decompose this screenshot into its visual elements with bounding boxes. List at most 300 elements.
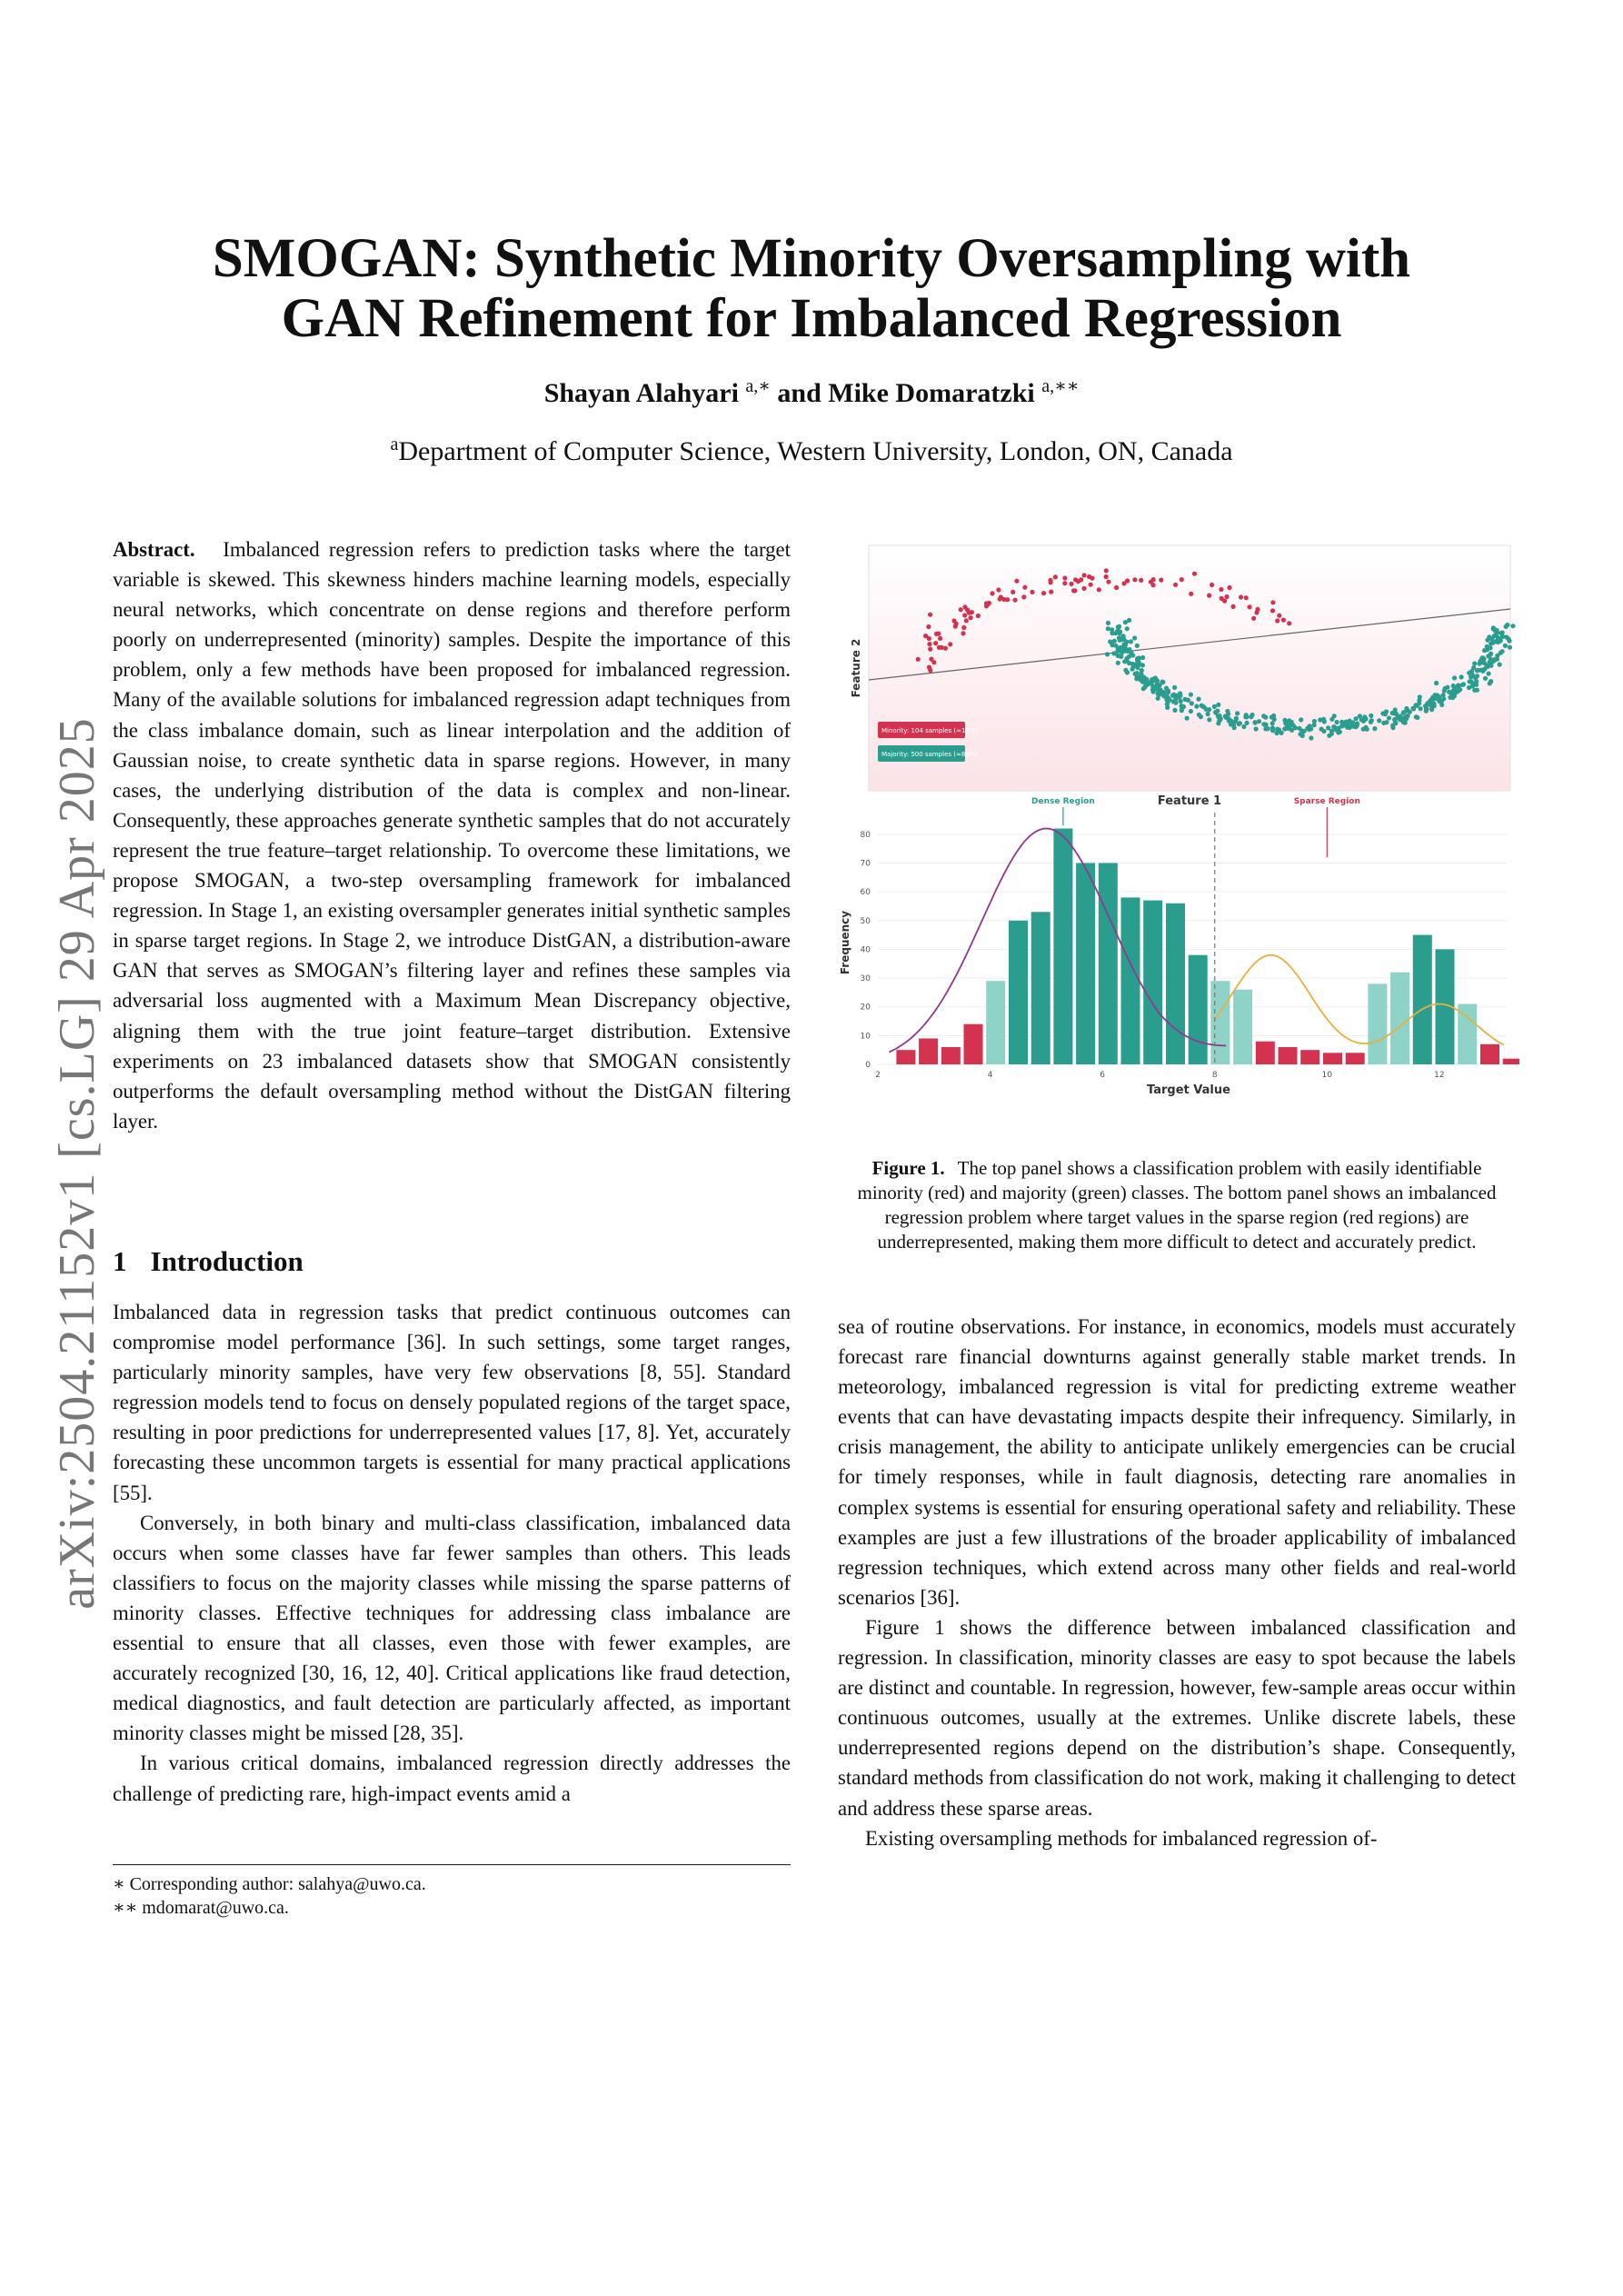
minority-point [938, 636, 942, 641]
minority-point [928, 647, 932, 652]
majority-point [1207, 717, 1211, 722]
majority-point [1459, 674, 1464, 679]
histogram-bar [964, 1024, 983, 1064]
histogram-bar [1143, 901, 1162, 1064]
footnote-rule [113, 1864, 791, 1865]
minority-point [1049, 590, 1053, 594]
abstract-paragraph [113, 534, 791, 1136]
majority-point [1219, 716, 1223, 721]
majority-point [1140, 663, 1145, 667]
majority-point [1106, 621, 1110, 625]
majority-point [1172, 685, 1177, 690]
dense-region-label: Dense Region [1031, 797, 1095, 806]
minority-point [962, 604, 967, 609]
minority-point [962, 613, 967, 617]
majority-point [1116, 661, 1120, 665]
majority-point [1475, 688, 1479, 693]
majority-point [1132, 635, 1137, 640]
minority-point [951, 618, 956, 623]
minority-point [1220, 596, 1224, 601]
minority-point [990, 591, 994, 595]
majority-point [1443, 686, 1448, 691]
minority-point [1104, 574, 1109, 579]
minority-point [1287, 621, 1291, 625]
majority-point [1312, 719, 1317, 724]
section-title: Introduction [150, 1245, 304, 1277]
majority-point [1105, 652, 1110, 656]
title-line-1: SMOGAN: Synthetic Minority Oversampling with [212, 228, 1411, 289]
minority-point [1281, 618, 1286, 623]
majority-point [1372, 726, 1377, 731]
minority-point [1097, 587, 1101, 592]
introduction-section [113, 1245, 791, 1278]
abstract-block [113, 534, 791, 1136]
minority-point [916, 657, 921, 662]
majority-point [1480, 669, 1485, 674]
intro-paragraph-2: Conversely, in both binary and multi-class classification, imbalanced data occurs when some classes have far fewer samples than others. This leads classifiers to focus on the majority classes while missing the sparse patterns of minority classes. Effective techniques for addressing class imbalance are essential to ensure that all classes, even those with fewer examples, are accurately recognized [30, 16, 12, 40]. Critical applications like fraud detection, medical diagnostics, and fault detection are particularly affected, as important minority classes might be missed [28, 35]. [113, 1511, 791, 1745]
minority-point [943, 646, 948, 651]
majority-point [1485, 647, 1489, 652]
majority-point [1136, 660, 1140, 664]
x-tick-label: 8 [1211, 1071, 1218, 1080]
majority-point [1171, 693, 1176, 697]
y-tick-label: 70 [860, 859, 871, 869]
majority-point [1361, 719, 1366, 724]
majority-point [1241, 724, 1246, 729]
majority-point [1495, 657, 1499, 662]
minority-point [1244, 595, 1249, 600]
majority-point [1113, 631, 1118, 635]
right-paragraph-3: Existing oversampling methods for imbalanced regression of- [865, 1826, 1378, 1850]
arxiv-sidebar [36, 673, 118, 1654]
majority-point [1414, 714, 1419, 719]
minority-point [940, 645, 944, 650]
histogram-bar [1346, 1053, 1365, 1064]
minority-point [1005, 597, 1010, 602]
minority-point [1104, 568, 1109, 573]
majority-point [1350, 720, 1355, 724]
minority-point [1062, 575, 1067, 580]
majority-point [1329, 729, 1334, 734]
minority-point [1207, 594, 1211, 598]
top-panel [850, 545, 1516, 808]
majority-point [1261, 714, 1266, 718]
majority-point [1173, 696, 1178, 701]
section-number: 1 [113, 1245, 127, 1277]
majority-point [1108, 639, 1112, 644]
minority-point [1173, 583, 1178, 587]
minority-point [1149, 580, 1153, 584]
majority-point [1117, 624, 1121, 629]
y-tick-label: 20 [860, 1003, 871, 1013]
sparse-region-label: Sparse Region [1293, 797, 1360, 806]
minority-point [1062, 581, 1067, 585]
minority-point [1255, 607, 1260, 612]
minority-point [926, 624, 931, 629]
majority-point [1510, 624, 1515, 628]
majority-point [1180, 704, 1184, 708]
minority-point [1159, 578, 1163, 583]
histogram-bar [919, 1039, 938, 1065]
majority-point [1487, 672, 1491, 676]
minority-point [1270, 600, 1275, 604]
majority-point [1189, 709, 1193, 714]
majority-point [1483, 676, 1488, 681]
minority-point [1073, 577, 1078, 582]
majority-point [1178, 691, 1182, 695]
minority-point [1022, 585, 1027, 590]
majority-point [1390, 711, 1395, 715]
majority-point [1424, 706, 1429, 711]
majority-point [1130, 667, 1135, 672]
histogram-bar [1300, 1050, 1319, 1064]
minority-point [1053, 574, 1058, 579]
majority-point [1473, 675, 1478, 680]
majority-point [1130, 662, 1135, 666]
majority-point [1482, 661, 1487, 665]
majority-point [1199, 714, 1203, 719]
minority-point [1139, 578, 1143, 583]
majority-point [1503, 644, 1508, 648]
x-tick-label: 12 [1434, 1071, 1445, 1080]
intro-paragraph-1: Imbalanced data in regression tasks that predict continuous outcomes can compromise model performance [36]. In such settings, some target ranges, particularly minority samples, have very few observations [8, 55]. Standard regression models tend to focus on densely populated regions of the target space, resulting in poor predictions for underrepresented values [17, 8]. Yet, accurately forecasting these uncommon targets is essential for many practical applications [55]. [113, 1301, 791, 1504]
majority-point [1112, 639, 1117, 644]
majority-point [1297, 726, 1301, 731]
majority-point [1123, 620, 1128, 624]
histogram-bar [1210, 981, 1230, 1064]
minority-point [1121, 581, 1126, 585]
majority-point [1428, 701, 1432, 705]
minority-point [1081, 586, 1086, 591]
y-tick-label: 10 [860, 1032, 871, 1042]
majority-point [1454, 690, 1459, 694]
x-tick-label: 10 [1321, 1071, 1333, 1080]
histogram-bar [1256, 1042, 1275, 1064]
title-line-2: GAN Refinement for Imbalanced Regression [281, 288, 1342, 349]
figure-1 [834, 538, 1519, 1102]
y-tick-label: 40 [860, 945, 871, 955]
majority-point [1309, 726, 1313, 731]
minority-point [1021, 594, 1026, 599]
majority-point [1405, 708, 1409, 713]
histogram-bar [1413, 935, 1432, 1064]
majority-point [1196, 697, 1200, 702]
histogram-bar [1166, 903, 1185, 1064]
majority-point [1244, 713, 1249, 717]
majority-point [1245, 721, 1250, 725]
minority-point [1106, 580, 1110, 584]
minority-point [1048, 578, 1052, 583]
majority-point [1266, 726, 1270, 731]
majority-point [1437, 695, 1441, 700]
majority-point [1506, 636, 1510, 641]
histogram-bar [896, 1050, 915, 1064]
y-tick-label: 30 [860, 974, 871, 984]
majority-point [1270, 714, 1274, 719]
majority-point [1419, 706, 1423, 711]
author-2-affil: a,∗∗ [1041, 376, 1080, 396]
affiliation [136, 434, 1487, 467]
majority-point [1289, 728, 1294, 733]
minority-point [928, 613, 932, 617]
minority-point [969, 615, 973, 620]
majority-point [1125, 626, 1130, 631]
histogram-bar [1390, 973, 1409, 1064]
majority-point [1261, 722, 1266, 726]
minority-point [1210, 583, 1214, 587]
arxiv-identifier: arXiv:2504.21152v1 [cs.LG] 29 Apr 2025 [49, 717, 105, 1610]
minority-point [1072, 588, 1077, 593]
majority-point [1417, 698, 1421, 703]
majority-point [1227, 718, 1231, 723]
majority-point [1183, 697, 1188, 702]
legend-majority-label: Majority: 500 samples (≈84%) [881, 751, 979, 758]
majority-point [1106, 626, 1110, 631]
majority-point [1138, 677, 1142, 682]
histogram-bar [1121, 897, 1140, 1064]
minority-point [998, 596, 1002, 601]
majority-point [1213, 710, 1218, 714]
minority-point [1275, 618, 1279, 623]
minority-point [961, 625, 966, 630]
majority-point [1216, 703, 1220, 707]
majority-point [1471, 665, 1476, 670]
minority-point [1224, 594, 1229, 599]
paper-title [136, 229, 1487, 349]
histogram-bar [1009, 921, 1028, 1064]
majority-point [1235, 711, 1240, 715]
x-tick-label: 4 [987, 1071, 993, 1080]
majority-point [1461, 682, 1466, 686]
minority-point [1277, 614, 1281, 618]
majority-point [1434, 681, 1439, 685]
majority-point [1492, 634, 1497, 638]
majority-point [1120, 650, 1124, 654]
majority-point [1508, 645, 1512, 650]
majority-point [1190, 701, 1194, 705]
majority-point [1253, 721, 1258, 725]
minority-point [1219, 587, 1223, 592]
majority-point [1143, 681, 1148, 685]
x-tick-label: 2 [875, 1071, 881, 1080]
majority-point [1189, 693, 1193, 697]
minority-point [948, 642, 952, 646]
histogram-bar [1323, 1053, 1342, 1064]
majority-point [1322, 719, 1327, 724]
histogram-bar [1189, 955, 1208, 1064]
majority-point [1433, 693, 1438, 697]
minority-point [1082, 573, 1087, 577]
majority-point [1504, 624, 1508, 629]
histogram-bar [941, 1047, 961, 1064]
abstract-label: Abstract. [113, 538, 195, 561]
majority-point [1377, 718, 1381, 723]
majority-point [1369, 718, 1374, 723]
majority-point [1452, 675, 1457, 680]
minority-point [931, 660, 936, 664]
majority-point [1384, 709, 1389, 714]
majority-point [1470, 684, 1475, 688]
majority-point [1200, 704, 1205, 709]
majority-point [1250, 713, 1255, 717]
minority-point [1251, 616, 1256, 621]
majority-point [1329, 717, 1334, 722]
minority-point [986, 602, 991, 606]
majority-point [1135, 644, 1140, 648]
minority-point [927, 642, 931, 646]
minority-point [1030, 590, 1034, 594]
caption-label: Figure 1. [871, 1157, 945, 1179]
minority-point [976, 614, 981, 618]
minority-point [1114, 585, 1119, 590]
caption-text: The top panel shows a classification problem with easily identifiable minority (red) and majority (green) classes. The bottom panel shows an imbalanced regression problem where target values in the sparse region (red regions) are underrepresented, making them more difficult to detect and accurately predict. [857, 1157, 1497, 1253]
majority-point [1488, 653, 1492, 657]
figure-caption [838, 1156, 1516, 1254]
minority-point [1270, 608, 1275, 613]
x-tick-label: 6 [1100, 1071, 1106, 1080]
majority-point [1410, 706, 1415, 711]
majority-point [1335, 720, 1339, 724]
majority-point [1455, 685, 1459, 690]
majority-point [1110, 627, 1114, 632]
minority-point [928, 668, 932, 673]
histogram-bar [1031, 912, 1050, 1064]
y-tick-label: 50 [860, 916, 871, 926]
majority-point [1179, 699, 1183, 704]
majority-point [1392, 717, 1397, 722]
majority-point [1129, 639, 1133, 644]
right-paragraph-1: sea of routine observations. For instance, in economics, models must accurately forecast rare financial downturns against generally stable market trends. In meteorology, imbalanced regression is vital for predicting extreme weather events that can have devastating impacts despite their infrequency. Similarly, in crisis management, the ability to anticipate unlikely emergencies can be crucial for timely responses, while in fault diagnosis, detecting rare anomalies in complex systems is essential for ensuring operational safety and reliability. These examples are just a few illustrations of the broader applicability of imbalanced regression techniques, which extend across many other fields and real-world scenarios [36]. [838, 1315, 1516, 1609]
majority-point [1404, 716, 1409, 721]
majority-point [1387, 715, 1391, 720]
majority-point [1206, 712, 1210, 716]
bottom-ylabel: Frequency [839, 910, 851, 975]
minority-point [1012, 598, 1017, 603]
minority-point [1227, 585, 1231, 590]
majority-point [1150, 687, 1155, 692]
histogram-bar [1053, 829, 1072, 1065]
majority-point [1160, 680, 1165, 684]
majority-point [1469, 679, 1473, 684]
majority-point [1491, 625, 1496, 630]
minority-point [1180, 577, 1184, 582]
majority-point [1431, 702, 1436, 706]
majority-point [1116, 646, 1120, 651]
majority-point [1172, 708, 1177, 713]
affiliation-mark: a [390, 434, 399, 454]
minority-point [1079, 577, 1083, 582]
minority-point [1087, 574, 1091, 579]
majority-point [1481, 656, 1486, 661]
minority-point [1239, 594, 1243, 599]
majority-point [1155, 678, 1160, 683]
footnote-1: ∗ Corresponding author: salahya@uwo.ca. [113, 1874, 426, 1894]
minority-point [1069, 582, 1073, 586]
majority-point [1254, 726, 1259, 731]
histogram-bar [1279, 1047, 1298, 1064]
y-tick-label: 0 [865, 1061, 871, 1070]
minority-point [996, 587, 1001, 592]
majority-point [1498, 663, 1502, 667]
histogram-bar [1233, 990, 1252, 1064]
author-1: Shayan Alahyari [543, 378, 739, 408]
majority-point [1150, 677, 1154, 682]
majority-point [1390, 724, 1395, 728]
majority-point [1341, 724, 1346, 728]
histogram-bar [1368, 983, 1387, 1064]
majority-point [1137, 655, 1141, 660]
y-tick-label: 60 [860, 888, 871, 898]
footnotes [113, 1864, 791, 1920]
top-xlabel: Feature 1 [1157, 794, 1222, 808]
footnote-2: ∗∗ mdomarat@uwo.ca. [113, 1898, 289, 1918]
minority-point [961, 631, 965, 635]
majority-point [1231, 723, 1236, 727]
majority-point [1123, 668, 1128, 673]
minority-point [1011, 590, 1015, 594]
minority-point [1089, 583, 1093, 587]
y-tick-label: 80 [860, 830, 871, 840]
majority-point [1500, 649, 1505, 654]
minority-point [964, 618, 969, 623]
author-and: and [777, 378, 821, 408]
majority-point [1401, 720, 1406, 724]
majority-point [1429, 707, 1434, 712]
histogram-bars [896, 829, 1519, 1065]
bottom-panel [839, 797, 1519, 1097]
minority-point [1189, 592, 1193, 596]
majority-point [1127, 654, 1131, 659]
majority-point [1441, 693, 1446, 697]
majority-point [1279, 731, 1284, 735]
majority-point [1498, 638, 1502, 643]
minority-point [1014, 579, 1019, 584]
majority-point [1207, 707, 1211, 712]
minority-point [1230, 604, 1235, 609]
majority-point [1299, 717, 1303, 722]
majority-point [1401, 711, 1406, 715]
majority-point [1167, 697, 1171, 702]
majority-point [1489, 661, 1493, 665]
intro-paragraph-3: In various critical domains, imbalanced regression directly addresses the challenge of predicting rare, high-impact events amid a [113, 1752, 791, 1805]
histogram-bar [1076, 863, 1095, 1065]
majority-point [1450, 690, 1455, 694]
majority-point [1194, 704, 1199, 709]
majority-point [1365, 727, 1369, 732]
introduction-body [113, 1297, 791, 1809]
majority-point [1120, 636, 1124, 641]
majority-point [1327, 734, 1331, 738]
majority-point [1309, 735, 1313, 740]
histogram-bar [1480, 1044, 1499, 1064]
majority-point [1384, 720, 1389, 724]
bottom-xlabel: Target Value [1147, 1083, 1230, 1097]
majority-point [1185, 716, 1190, 721]
minority-point [934, 632, 939, 636]
affiliation-text: Department of Computer Science, Western University, London, ON, Canada [398, 436, 1233, 466]
majority-point [1119, 654, 1123, 659]
majority-point [1121, 642, 1126, 646]
histogram-bar [1503, 1059, 1519, 1064]
minority-point [933, 641, 938, 645]
majority-point [1485, 638, 1489, 643]
author-list [136, 374, 1487, 409]
majority-point [1166, 688, 1170, 693]
author-1-affil: a,∗ [745, 376, 771, 396]
top-ylabel: Feature 2 [850, 638, 862, 698]
majority-point [1158, 692, 1162, 696]
minority-point [970, 610, 974, 614]
